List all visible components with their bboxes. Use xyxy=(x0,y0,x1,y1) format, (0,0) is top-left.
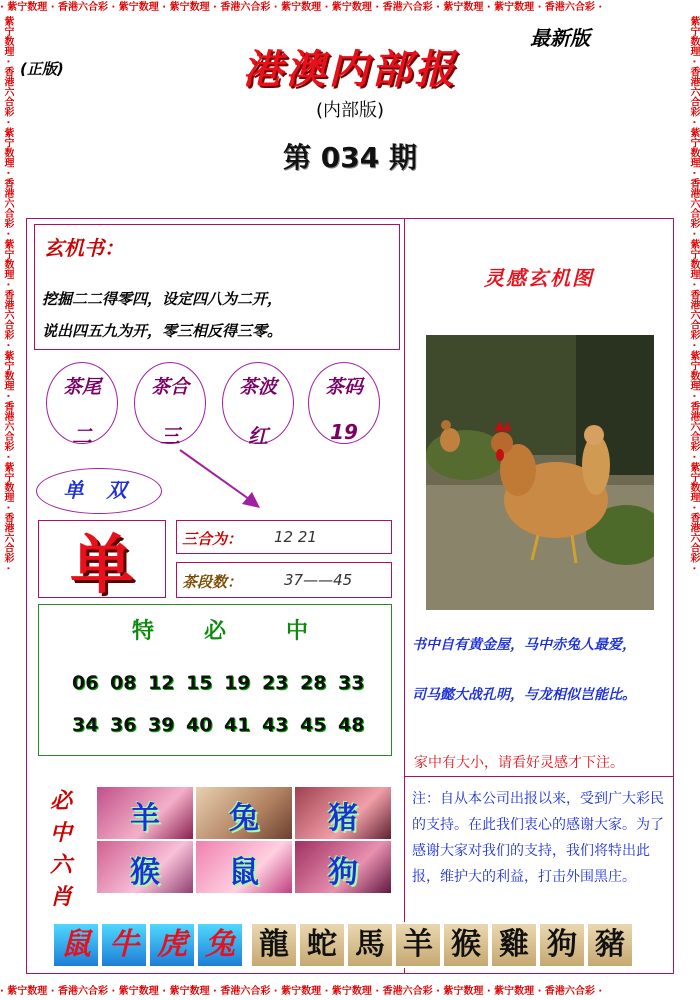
hint-text: 家中有大小，请看好灵感才下注。 xyxy=(414,755,624,771)
zodiac-bar-item: 鼠 xyxy=(52,922,100,968)
notice-text: 注：自从本公司出报以来，受到广大彩民的支持。在此我们衷心的感谢大家。为了感谢大家对我们的支持，我们将特出此报，维护大的利益，打击外围黑庄。 xyxy=(412,791,664,885)
zodiac-bar-item: 虎 xyxy=(148,922,196,968)
bzsx-char: 必 xyxy=(49,789,72,814)
oval-code-value: 19 xyxy=(330,420,358,444)
oval-wave-value: 红 xyxy=(248,424,268,448)
number-cell: 43 xyxy=(262,714,289,736)
edition-tag: (正版) xyxy=(20,60,64,78)
border-bottom-strip: · 紫宁数理 · 香港六合彩 · 紫宁数理 · 紫宁数理 · 香港六合彩 · 紫宁数理 · 紫宁数理 · 香港六合彩 · 紫宁数理 · 紫宁数理 · 香港六合彩 · xyxy=(0,986,603,997)
number-cell: 41 xyxy=(224,714,251,736)
number-cell: 45 xyxy=(300,714,327,736)
zodiac-tile xyxy=(195,840,293,894)
zodiac-bar-item: 龍 xyxy=(250,922,298,968)
number-cell: 08 xyxy=(110,672,137,694)
linggan-title: 灵感玄机图 xyxy=(484,266,594,290)
bizhong-shengxiao-label xyxy=(48,786,74,914)
zodiac-tile xyxy=(96,840,194,894)
page-title: 港澳内部报 xyxy=(242,47,458,93)
zodiac-tile xyxy=(96,786,194,840)
number-cell: 12 xyxy=(148,672,175,694)
tebizhong-title-char: 中 xyxy=(286,619,309,644)
latest-edition-label: 最新版 xyxy=(530,26,590,50)
number-cell: 28 xyxy=(300,672,327,694)
chaduanshu-label: 茶段数： xyxy=(182,573,243,591)
zodiac-bar-item: 牛 xyxy=(100,922,148,968)
poem-line-1: 书中自有黄金屋，马中赤兔人最爱， xyxy=(412,637,636,653)
zodiac-tile xyxy=(294,840,392,894)
number-cell: 23 xyxy=(262,672,289,694)
number-cell: 36 xyxy=(110,714,137,736)
oval-tail-label: 茶尾 xyxy=(62,376,101,398)
number-cell: 39 xyxy=(148,714,175,736)
rooster-photo xyxy=(426,335,654,610)
xuanjishu-line-1: 挖掘二二得零四，设定四八为二开， xyxy=(42,290,283,308)
number-cell: 15 xyxy=(186,672,213,694)
zodiac-tile-char: 狗 xyxy=(328,855,358,890)
number-cell: 06 xyxy=(72,672,99,694)
number-cell: 34 xyxy=(72,714,99,736)
zodiac-tile-char: 鼠 xyxy=(229,855,259,890)
zodiac-tile-char: 猪 xyxy=(328,801,358,836)
bzsx-char: 肖 xyxy=(49,885,72,910)
oval-he-label: 茶合 xyxy=(150,376,189,398)
bzsx-char: 中 xyxy=(49,821,72,846)
number-cell: 40 xyxy=(186,714,213,736)
oval-he-value: 三 xyxy=(160,424,180,448)
zodiac-bar-item: 雞 xyxy=(490,922,538,968)
zodiac-tile-char: 羊 xyxy=(130,801,160,836)
number-cell: 33 xyxy=(338,672,365,694)
zodiac-bar-item: 豬 xyxy=(586,922,634,968)
zodiac-bar-item: 狗 xyxy=(538,922,586,968)
chaduanshu-value: 37——45 xyxy=(284,571,353,589)
zodiac-tile-char: 兔 xyxy=(229,801,259,836)
zodiac-tile xyxy=(195,786,293,840)
number-cell: 19 xyxy=(224,672,251,694)
odd-even-oval: 单 双 xyxy=(36,468,162,514)
big-char: 单 xyxy=(70,529,134,603)
zodiac-picture-grid xyxy=(96,786,392,894)
zodiac-bar-item: 羊 xyxy=(394,922,442,968)
sanhe-label: 三合为： xyxy=(182,530,243,548)
page-subtitle: (内部版) xyxy=(315,100,385,121)
zodiac-bar-item: 猴 xyxy=(442,922,490,968)
zodiac-bar-item: 馬 xyxy=(346,922,394,968)
bzsx-char: 六 xyxy=(49,853,72,878)
border-top-strip: · 紫宁数理 · 香港六合彩 · 紫宁数理 · 紫宁数理 · 香港六合彩 · 紫宁数理 · 紫宁数理 · 香港六合彩 · 紫宁数理 · 紫宁数理 · 香港六合彩 · xyxy=(0,2,603,13)
border-left-strip: 紫宁数理 · 香港六合彩 · 紫宁数理 · 香港六合彩 · 紫宁数理 · 香港六合彩 · 紫宁数理 · 香港六合彩 · 紫宁数理 · 香港六合彩 · xyxy=(2,16,13,571)
issue-number: 第 034 期 xyxy=(283,141,417,174)
sanhe-value: 12 21 xyxy=(274,528,317,546)
zodiac-bar-item: 兔 xyxy=(196,922,244,968)
tebizhong-title-char: 特 xyxy=(132,619,155,644)
oval-tail-value: 二 xyxy=(72,424,92,448)
arrow-icon xyxy=(170,440,270,520)
tebizhong-title-char: 必 xyxy=(204,619,227,644)
xuanjishu-heading: 玄机书： xyxy=(44,236,124,260)
number-cell: 48 xyxy=(338,714,365,736)
xuanjishu-line-2: 说出四五九为开，零三相反得三零。 xyxy=(42,322,283,340)
oval-code-label: 茶码 xyxy=(324,376,363,398)
zodiac-bar-item: 蛇 xyxy=(298,922,346,968)
oval-wave-label: 茶波 xyxy=(238,376,277,398)
border-right-strip: 紫宁数理 · 香港六合彩 · 紫宁数理 · 香港六合彩 · 紫宁数理 · 香港六合彩 · 紫宁数理 · 香港六合彩 · 紫宁数理 · 香港六合彩 · xyxy=(688,16,699,571)
poem-line-2: 司马懿大战孔明，与龙相似岂能比。 xyxy=(412,687,636,703)
zodiac-tile-char: 猴 xyxy=(130,855,160,890)
zodiac-tile xyxy=(294,786,392,840)
